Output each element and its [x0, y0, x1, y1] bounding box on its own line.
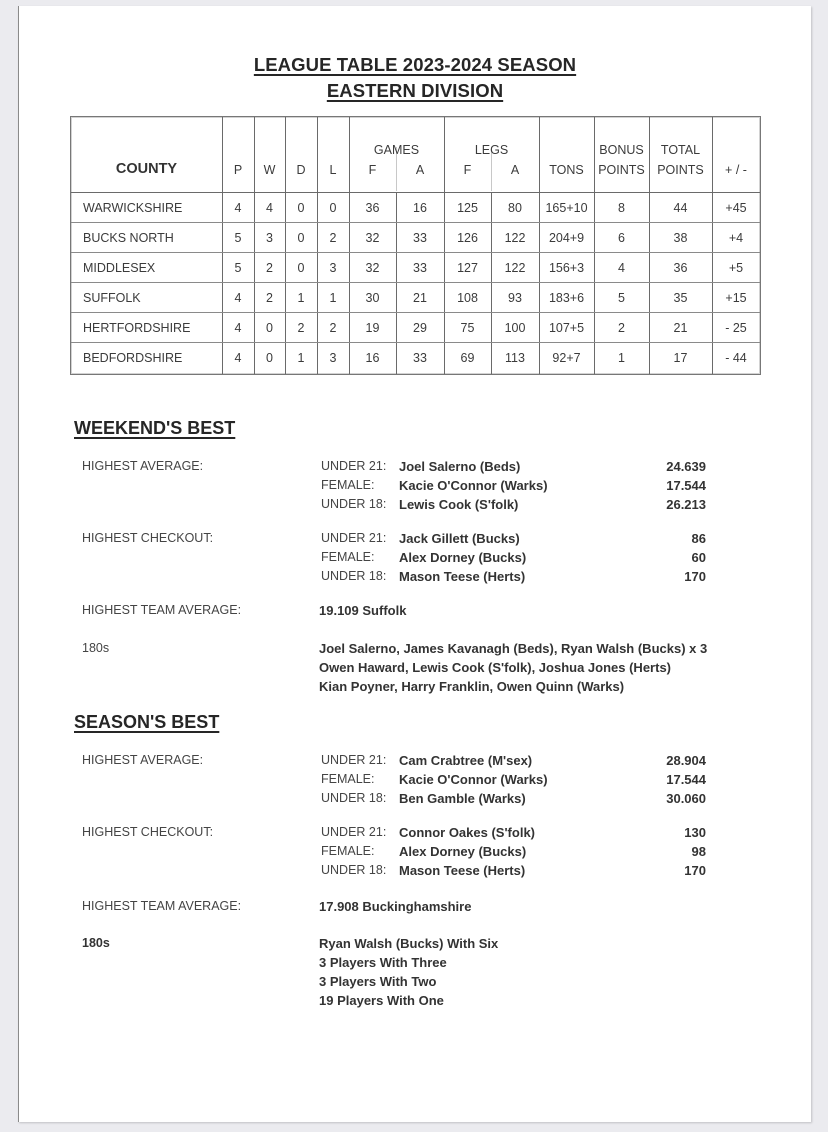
lost: 2 [329, 321, 337, 335]
bonus-points: 8 [618, 201, 625, 215]
player-name: Ben Gamble (Warks) [399, 791, 526, 806]
county-name: HERTFORDSHIRE [83, 321, 191, 335]
header-tons: TONS [549, 163, 584, 177]
lost: 0 [329, 201, 337, 215]
won: 3 [266, 231, 273, 245]
category: UNDER 18: [321, 791, 387, 805]
drawn: 0 [297, 231, 305, 245]
category: UNDER 18: [321, 569, 387, 583]
season-highest-checkout-label: HIGHEST CHECKOUT: [82, 825, 214, 839]
weekend-team-average-label: HIGHEST TEAM AVERAGE: [82, 603, 242, 617]
player-name: Cam Crabtree (M'sex) [399, 753, 533, 768]
league-table [70, 116, 761, 375]
drawn: 1 [297, 291, 305, 305]
drawn: 2 [297, 321, 305, 335]
played: 5 [234, 261, 242, 275]
stat-value: 17.544 [666, 772, 706, 787]
goal-difference: +15 [725, 291, 747, 305]
games-for: 32 [365, 231, 380, 245]
games-against: 16 [413, 201, 427, 215]
stat-value: 26.213 [666, 497, 706, 512]
list-item: Owen Haward, Lewis Cook (S'folk), Joshua Jones (Herts) [319, 660, 671, 675]
legs-for: 108 [457, 291, 478, 305]
lost: 1 [329, 291, 337, 305]
list-item: 3 Players With Three [319, 955, 447, 970]
goal-difference: +45 [725, 201, 747, 215]
stat-value: 24.639 [666, 459, 706, 474]
player-name: Alex Dorney (Bucks) [399, 550, 527, 565]
county-name: SUFFOLK [83, 291, 141, 305]
total-points: 17 [673, 351, 688, 365]
games-against: 29 [413, 321, 427, 335]
total-points: 35 [673, 291, 688, 305]
played: 4 [234, 201, 242, 215]
goal-difference: - 44 [725, 351, 747, 365]
list-item: 3 Players With Two [319, 974, 437, 989]
header-total: TOTAL [660, 143, 701, 157]
player-name: Kacie O'Connor (Warks) [399, 478, 548, 493]
games-against: 33 [413, 261, 427, 275]
season-180s-label: 180s [82, 936, 110, 950]
lost: 3 [329, 261, 337, 275]
list-item: Ryan Walsh (Bucks) With Six [319, 936, 499, 951]
page-subtitle: EASTERN DIVISION [326, 80, 504, 101]
category: UNDER 21: [321, 753, 387, 767]
bonus-points: 6 [618, 231, 625, 245]
won: 4 [266, 201, 273, 215]
legs-against: 100 [504, 321, 526, 335]
category: FEMALE: [321, 550, 375, 564]
tons: 183+6 [548, 291, 585, 305]
weekend-best-heading: WEEKEND'S BEST [74, 418, 236, 438]
document-page [18, 6, 811, 1122]
goal-difference: +4 [728, 231, 744, 245]
category: UNDER 21: [321, 825, 387, 839]
won: 2 [266, 291, 273, 305]
county-name: WARWICKSHIRE [83, 201, 183, 215]
games-for: 16 [365, 351, 380, 365]
stat-value: 60 [691, 550, 706, 565]
category: UNDER 21: [321, 459, 387, 473]
games-for: 30 [365, 291, 380, 305]
season-team-average-value: 17.908 Buckinghamshire [319, 899, 472, 914]
weekend-team-average-value: 19.109 Suffolk [319, 603, 407, 618]
won: 2 [266, 261, 273, 275]
games-against: 33 [413, 231, 427, 245]
total-points: 44 [673, 201, 688, 215]
bonus-points: 2 [618, 321, 625, 335]
header-games-against: A [415, 163, 425, 177]
player-name: Mason Teese (Herts) [399, 863, 526, 878]
goal-difference: +5 [728, 261, 744, 275]
legs-against: 122 [504, 261, 526, 275]
list-item: Kian Poyner, Harry Franklin, Owen Quinn (Warks) [319, 679, 625, 694]
legs-for: 127 [457, 261, 478, 275]
legs-for: 126 [457, 231, 478, 245]
played: 4 [234, 321, 242, 335]
tons: 165+10 [545, 201, 588, 215]
played: 4 [234, 351, 242, 365]
bonus-points: 5 [618, 291, 625, 305]
player-name: Lewis Cook (S'folk) [399, 497, 519, 512]
player-name: Jack Gillett (Bucks) [399, 531, 520, 546]
tons: 156+3 [548, 261, 585, 275]
season-best-heading: SEASON'S BEST [74, 712, 220, 732]
header-legs-for: F [463, 163, 472, 177]
goal-difference: - 25 [725, 321, 747, 335]
total-points: 36 [673, 261, 688, 275]
header-legs: LEGS [474, 143, 509, 157]
county-name: MIDDLESEX [83, 261, 156, 275]
played: 5 [234, 231, 242, 245]
tons: 107+5 [548, 321, 585, 335]
legs-for: 125 [457, 201, 478, 215]
legs-for: 75 [460, 321, 475, 335]
season-highest-average-label: HIGHEST AVERAGE: [82, 753, 204, 767]
county-name: BEDFORDSHIRE [83, 351, 183, 365]
stat-value: 130 [684, 825, 706, 840]
weekend-highest-average-label: HIGHEST AVERAGE: [82, 459, 204, 473]
category: UNDER 18: [321, 863, 387, 877]
category: FEMALE: [321, 844, 375, 858]
weekend-highest-checkout-label: HIGHEST CHECKOUT: [82, 531, 214, 545]
games-against: 21 [413, 291, 427, 305]
stat-value: 98 [691, 844, 706, 859]
weekend-180s-label: 180s [82, 641, 110, 655]
table-row [71, 254, 760, 283]
tons: 204+9 [548, 231, 585, 245]
legs-against: 113 [505, 351, 525, 365]
games-for: 32 [365, 261, 380, 275]
header-goal-difference: + / - [725, 163, 747, 177]
season-team-average-label: HIGHEST TEAM AVERAGE: [82, 899, 242, 913]
header-played: P [233, 163, 243, 177]
won: 0 [266, 351, 273, 365]
drawn: 0 [297, 261, 305, 275]
header-bonus: BONUS [599, 143, 644, 157]
table-row [71, 284, 760, 313]
header-county: COUNTY [115, 161, 178, 177]
drawn: 1 [297, 351, 305, 365]
table-row [71, 224, 760, 253]
header-lost: L [329, 163, 337, 177]
table-row [71, 194, 760, 223]
table-row [71, 314, 760, 343]
divider [71, 192, 760, 193]
header-games-for: F [368, 163, 377, 177]
header-drawn: D [296, 163, 306, 177]
category: UNDER 18: [321, 497, 387, 511]
category: FEMALE: [321, 772, 375, 786]
player-name: Connor Oakes (S'folk) [399, 825, 535, 840]
tons: 92+7 [552, 351, 581, 365]
county-name: BUCKS NORTH [83, 231, 174, 245]
stat-value: 28.904 [666, 753, 706, 768]
legs-against: 122 [504, 231, 526, 245]
total-points: 38 [673, 231, 688, 245]
bonus-points: 4 [618, 261, 625, 275]
category: UNDER 21: [321, 531, 387, 545]
games-against: 33 [413, 351, 427, 365]
category: FEMALE: [321, 478, 375, 492]
played: 4 [234, 291, 242, 305]
list-item: Joel Salerno, James Kavanagh (Beds), Ryan Walsh (Bucks) x 3 [319, 641, 708, 656]
total-points: 21 [673, 321, 688, 335]
stat-value: 86 [691, 531, 706, 546]
header-bonus-points: POINTS [598, 163, 645, 177]
legs-against: 80 [508, 201, 522, 215]
bonus-points: 1 [618, 351, 625, 365]
table-row [71, 344, 760, 373]
stat-value: 170 [684, 569, 706, 584]
list-item: 19 Players With One [319, 993, 444, 1008]
player-name: Mason Teese (Herts) [399, 569, 526, 584]
player-name: Joel Salerno (Beds) [399, 459, 521, 474]
games-for: 36 [365, 201, 380, 215]
page-title: LEAGUE TABLE 2023-2024 SEASON [253, 54, 577, 75]
stat-value: 30.060 [666, 791, 706, 806]
lost: 2 [329, 231, 337, 245]
player-name: Kacie O'Connor (Warks) [399, 772, 548, 787]
stat-value: 170 [684, 863, 706, 878]
games-for: 19 [365, 321, 380, 335]
legs-for: 69 [460, 351, 475, 365]
player-name: Alex Dorney (Bucks) [399, 844, 527, 859]
header-games: GAMES [373, 143, 420, 157]
drawn: 0 [297, 201, 305, 215]
lost: 3 [329, 351, 337, 365]
header-legs-against: A [510, 163, 520, 177]
won: 0 [266, 321, 273, 335]
stat-value: 17.544 [666, 478, 706, 493]
legs-against: 93 [508, 291, 522, 305]
header-won: W [263, 163, 276, 177]
header-total-points: POINTS [657, 163, 704, 177]
